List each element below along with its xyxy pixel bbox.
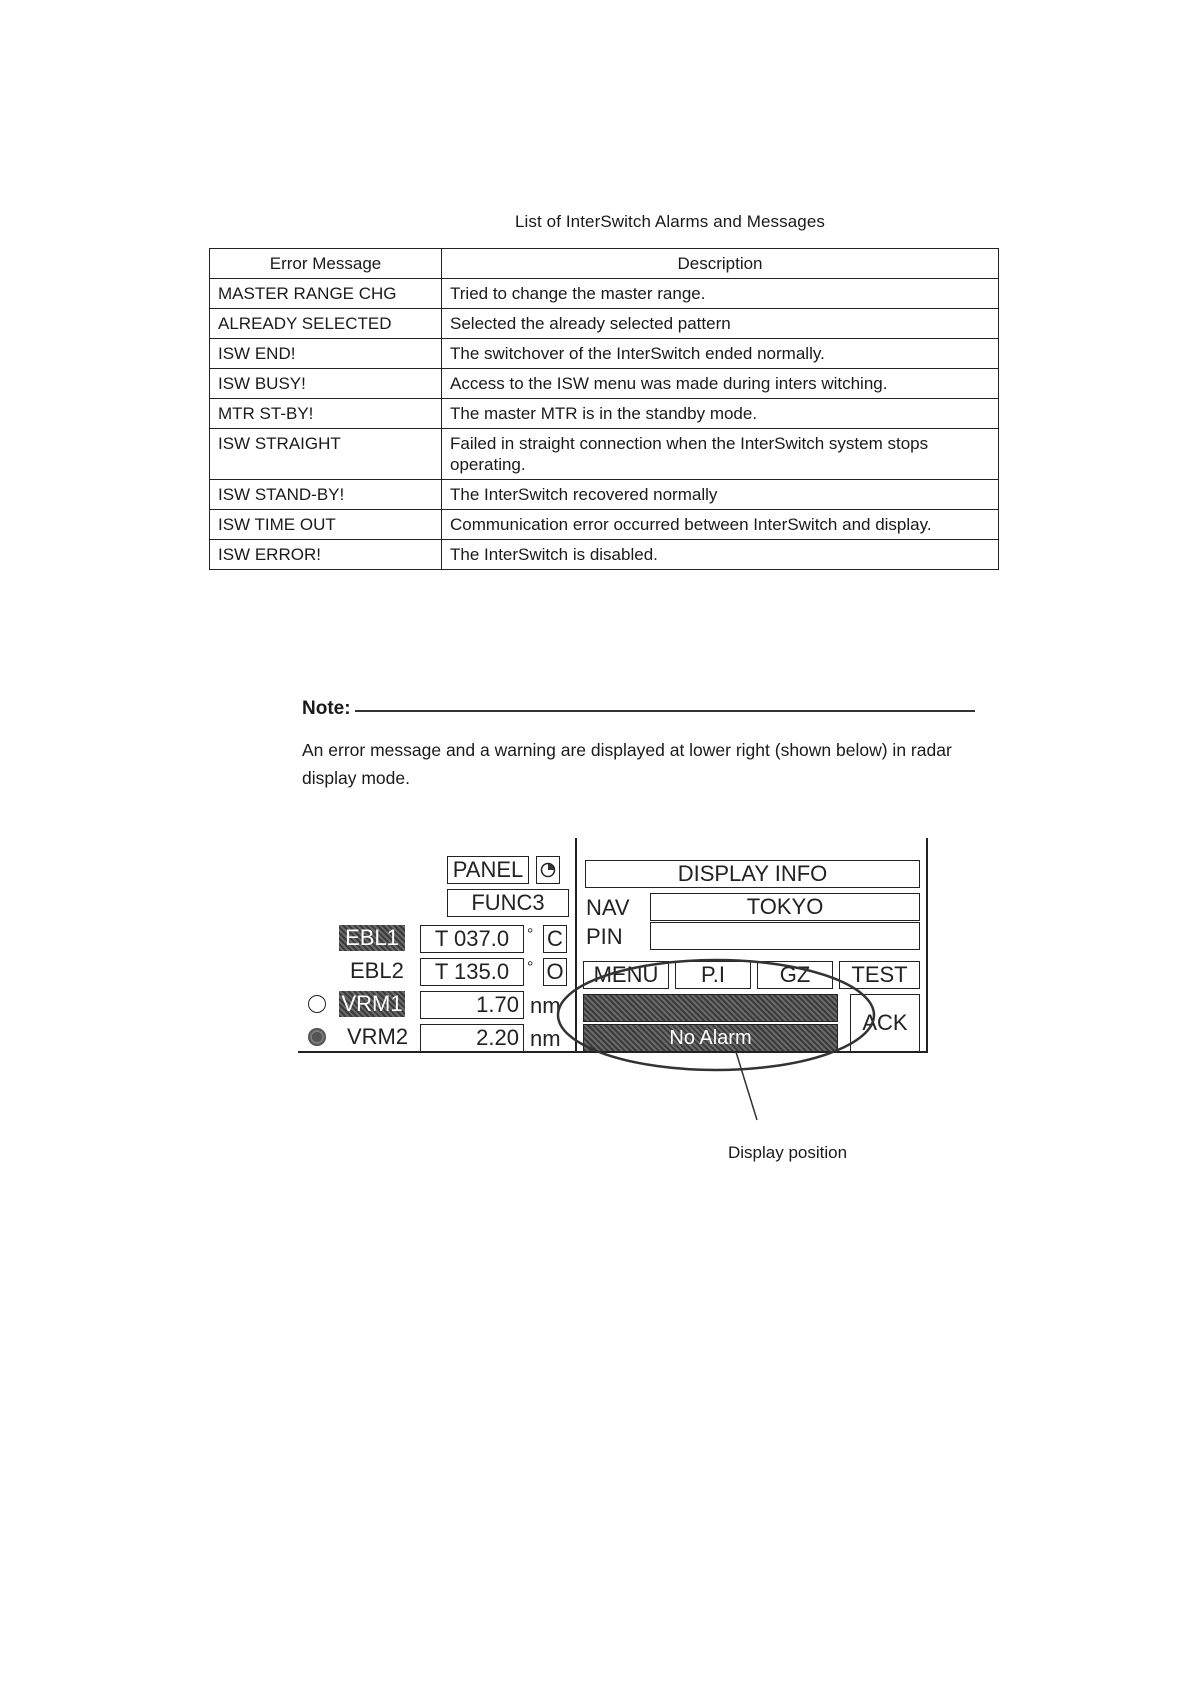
highlight-ellipse bbox=[558, 960, 874, 1070]
ebl2-degree: ° bbox=[527, 959, 534, 976]
pointer-line bbox=[736, 1052, 757, 1120]
error-message-cell: ISW STRAIGHT bbox=[210, 429, 442, 480]
ebl1-label[interactable]: EBL1 bbox=[339, 925, 405, 951]
nav-label: NAV bbox=[586, 895, 630, 920]
menu-button[interactable]: MENU bbox=[583, 961, 669, 989]
display-position-label: Display position bbox=[728, 1143, 848, 1162]
column-header-description: Description bbox=[442, 249, 999, 279]
description-cell: Communication error occurred between InterSwitch and display. bbox=[442, 510, 999, 540]
ack-button[interactable]: ACK bbox=[850, 994, 920, 1052]
description-cell: The master MTR is in the standby mode. bbox=[442, 399, 999, 429]
error-message-cell: ISW STAND-BY! bbox=[210, 480, 442, 510]
vrm2-label[interactable]: VRM2 bbox=[347, 1024, 409, 1049]
description-cell: Tried to change the master range. bbox=[442, 279, 999, 309]
error-message-cell: ISW TIME OUT bbox=[210, 510, 442, 540]
description-cell: Selected the already selected pattern bbox=[442, 309, 999, 339]
table-caption: List of InterSwitch Alarms and Messages bbox=[514, 212, 826, 231]
display-info-button[interactable]: DISPLAY INFO bbox=[585, 860, 920, 888]
pin-label: PIN bbox=[586, 924, 623, 949]
error-message-cell: MTR ST-BY! bbox=[210, 399, 442, 429]
vrm2-unit: nm bbox=[530, 1026, 561, 1051]
description-cell: The switchover of the InterSwitch ended normally. bbox=[442, 339, 999, 369]
ebl2-label[interactable]: EBL2 bbox=[350, 958, 404, 983]
description-cell: The InterSwitch recovered normally bbox=[442, 480, 999, 510]
func3-button[interactable]: FUNC3 bbox=[447, 889, 569, 917]
vrm1-unit: nm bbox=[530, 993, 561, 1018]
alarm-message-bar: No Alarm bbox=[583, 1024, 838, 1052]
error-message-cell: ISW BUSY! bbox=[210, 369, 442, 399]
pi-button[interactable]: P.I bbox=[675, 961, 751, 989]
nav-value: TOKYO bbox=[650, 893, 920, 921]
ebl2-value: T 135.0 bbox=[420, 958, 524, 986]
error-message-cell: MASTER RANGE CHG bbox=[210, 279, 442, 309]
vrm1-value: 1.70 bbox=[420, 991, 524, 1019]
description-cell: The InterSwitch is disabled. bbox=[442, 540, 999, 570]
vrm1-label[interactable]: VRM1 bbox=[339, 991, 405, 1017]
ebl2-mode-button[interactable]: O bbox=[543, 958, 567, 986]
description-cell: Failed in straight connection when the InterSwitch system stops operating. bbox=[442, 429, 999, 480]
error-message-cell: ISW END! bbox=[210, 339, 442, 369]
note-text: An error message and a warning are displayed at lower right (shown below) in radar display mode. bbox=[302, 740, 952, 788]
ebl1-mode-button[interactable]: C bbox=[543, 925, 567, 953]
test-button[interactable]: TEST bbox=[839, 961, 920, 989]
panel-button[interactable]: PANEL bbox=[447, 856, 529, 884]
error-message-cell: ALREADY SELECTED bbox=[210, 309, 442, 339]
description-cell: Access to the ISW menu was made during inters witching. bbox=[442, 369, 999, 399]
column-header-error-message: Error Message bbox=[210, 249, 442, 279]
gz-button[interactable]: GZ bbox=[757, 961, 833, 989]
note-heading: Note: bbox=[302, 698, 351, 719]
vrm2-value: 2.20 bbox=[420, 1024, 524, 1052]
ebl1-value: T 037.0 bbox=[420, 925, 524, 953]
ebl1-degree: ° bbox=[527, 926, 534, 943]
error-message-cell: ISW ERROR! bbox=[210, 540, 442, 570]
